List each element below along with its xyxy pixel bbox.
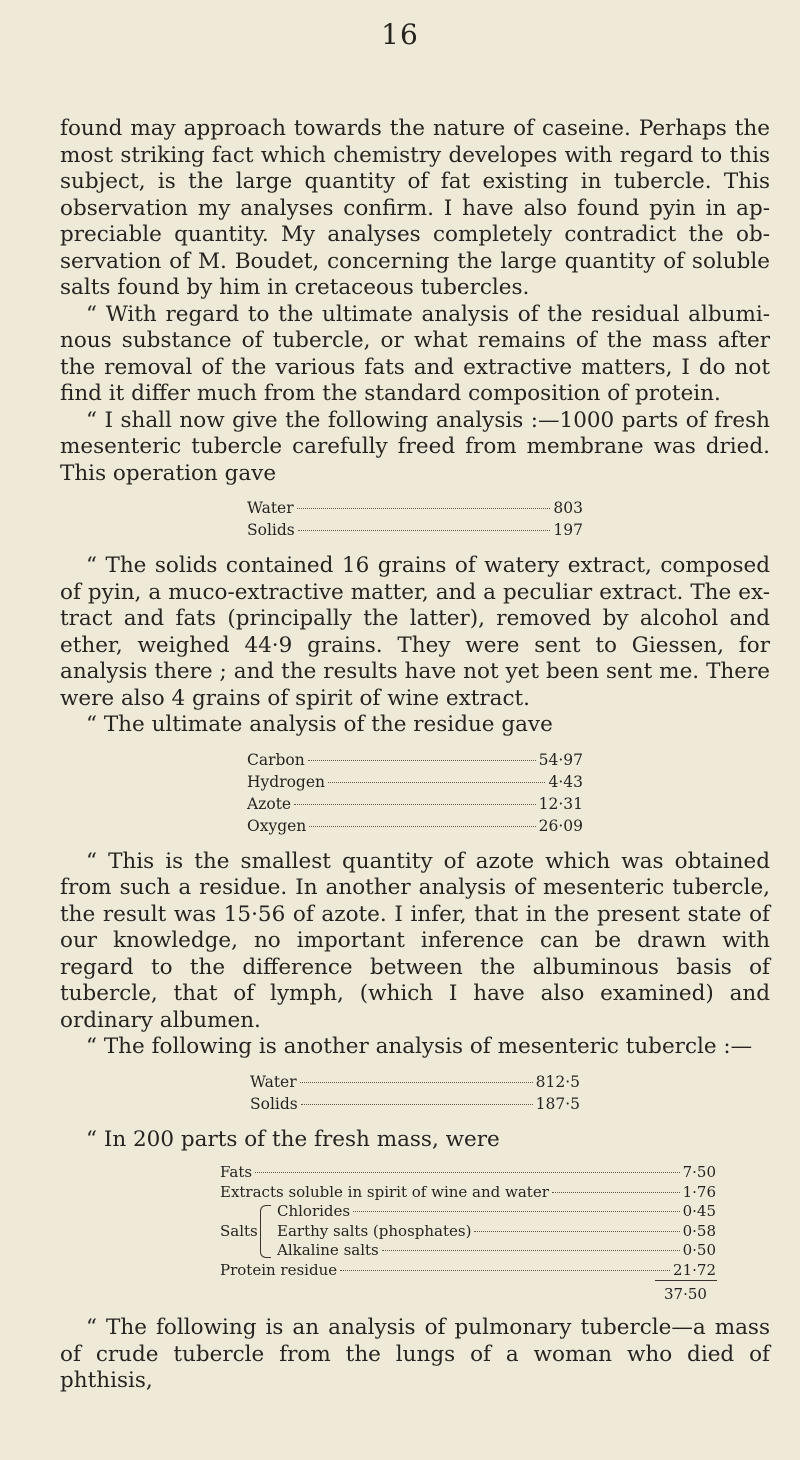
row-value: 1·76 [682, 1182, 716, 1201]
curly-brace [260, 1205, 271, 1258]
body-text [60, 116, 770, 1395]
table-row [277, 1202, 716, 1222]
dot-leader [300, 1082, 533, 1083]
ultimate-analysis-table [247, 749, 583, 837]
water-solids-table-1 [247, 497, 583, 541]
row-value: 26·09 [538, 816, 583, 835]
dot-leader [353, 1211, 679, 1212]
row-label: Protein residue [220, 1260, 338, 1279]
row-value: 54·97 [538, 750, 583, 769]
dot-leader [297, 508, 551, 509]
dot-leader [340, 1270, 670, 1271]
table-row [250, 1093, 580, 1115]
row-label: Water [247, 499, 294, 517]
salts-rows [277, 1202, 716, 1261]
row-label: Solids [250, 1094, 298, 1113]
paragraph-7: “ The following is another analysis of mesenteric tubercle :— [86, 1034, 753, 1059]
row-value: 7·50 [682, 1163, 716, 1181]
dot-leader [328, 782, 545, 783]
row-label: Water [250, 1072, 297, 1091]
page-number: 16 [381, 18, 419, 51]
paragraph-4: “ The solids contained 16 grains of watery extract, composed of pyin, a muco-extractive matter, and a peculiar extract. The ex-tract and fats (principally the latter), removed by alcohol and ether, weighed 44·9 grains. They were sent to Giessen, for analysis there ; and the results have not yet been sent me. There were also 4 grains of spirit of wine extract. [60, 553, 770, 711]
dot-leader [552, 1192, 680, 1193]
row-label: Earthy salts (phosphates) [277, 1221, 472, 1240]
sum-total: 37·50 [664, 1285, 707, 1303]
table-row [247, 815, 583, 837]
row-label: Carbon [247, 750, 305, 769]
row-value: 21·72 [673, 1260, 716, 1279]
row-value: 0·50 [682, 1241, 716, 1259]
row-label: Fats [220, 1163, 253, 1181]
table-row [277, 1222, 716, 1242]
row-label: Alkaline salts [277, 1241, 379, 1259]
salts-label: Salts [220, 1221, 258, 1240]
table-row [247, 497, 583, 519]
row-label: Extracts soluble in spirit of wine and water [220, 1182, 549, 1201]
table-row [277, 1241, 716, 1261]
dot-leader [255, 1172, 680, 1173]
row-value: 0·58 [682, 1221, 716, 1240]
dot-leader [308, 760, 536, 761]
paragraph-1: found may approach towards the nature of caseine. Perhaps the most striking fact which chemistry developes with regard to this subject, is the large quantity of fat existing in tubercle. This observation my analyses confirm. I have also found pyin in ap-preciable quantity. My analyses completely contradict the ob-servation of M. Boudet, concerning the large quantity of soluble salts found by him in cretaceous tubercles. [60, 116, 770, 300]
paragraph-8: “ In 200 parts of the fresh mass, were [86, 1126, 500, 1152]
row-label: Azote [247, 794, 292, 813]
table-row [250, 1071, 580, 1093]
row-value: 197 [553, 521, 583, 539]
table-row [220, 1163, 716, 1183]
salts-group [220, 1202, 716, 1261]
dot-leader [382, 1250, 680, 1251]
dot-leader [298, 530, 551, 531]
water-solids-table-2 [250, 1071, 580, 1115]
row-label: Solids [247, 521, 295, 539]
table-row [247, 749, 583, 771]
table-row [247, 771, 583, 793]
paragraph-3: “ I shall now give the following analysis :—1000 parts of fresh mesenteric tubercle carefully freed from membrane was dried. This operation gave [60, 407, 770, 486]
row-value: 812·5 [535, 1072, 580, 1091]
row-value: 0·45 [682, 1202, 716, 1220]
row-label: Chlorides [277, 1202, 351, 1220]
table-row [220, 1183, 716, 1203]
dot-leader [309, 826, 535, 827]
table-row [247, 519, 583, 541]
row-value: 187·5 [535, 1094, 580, 1113]
row-value: 12·31 [538, 794, 583, 813]
dot-leader [294, 804, 536, 805]
row-label: Oxygen [247, 816, 307, 835]
paragraph-5: “ The ultimate analysis of the residue gave [86, 712, 553, 737]
row-label: Hydrogen [247, 772, 326, 791]
dot-leader [301, 1104, 533, 1105]
paragraph-2: “ With regard to the ultimate analysis of the residual albumi-nous substance of tubercle, or what remains of the mass after the removal of the various fats and extractive matters, I do not find it differ much from the standard composition of protein. [60, 301, 770, 406]
row-value: 803 [553, 499, 583, 517]
dot-leader [474, 1231, 679, 1232]
table-row [220, 1261, 716, 1281]
paragraph-9: “ The following is an analysis of pulmonary tubercle—a mass of crude tubercle from the lungs of a woman who died of phthisis, [60, 1315, 770, 1393]
fresh-mass-composition-table [220, 1163, 716, 1280]
table-row [247, 793, 583, 815]
row-value: 4·43 [548, 772, 583, 791]
paragraph-6: “ This is the smallest quantity of azote which was obtained from such a residue. In another analysis of mesenteric tubercle, the result was 15·56 of azote. I infer, that in the present state of our knowledge, no important inference can be drawn with regard to the difference between the albuminous basis of tubercle, that of lymph, (which I have also examined) and ordinary albumen. [60, 848, 770, 1033]
